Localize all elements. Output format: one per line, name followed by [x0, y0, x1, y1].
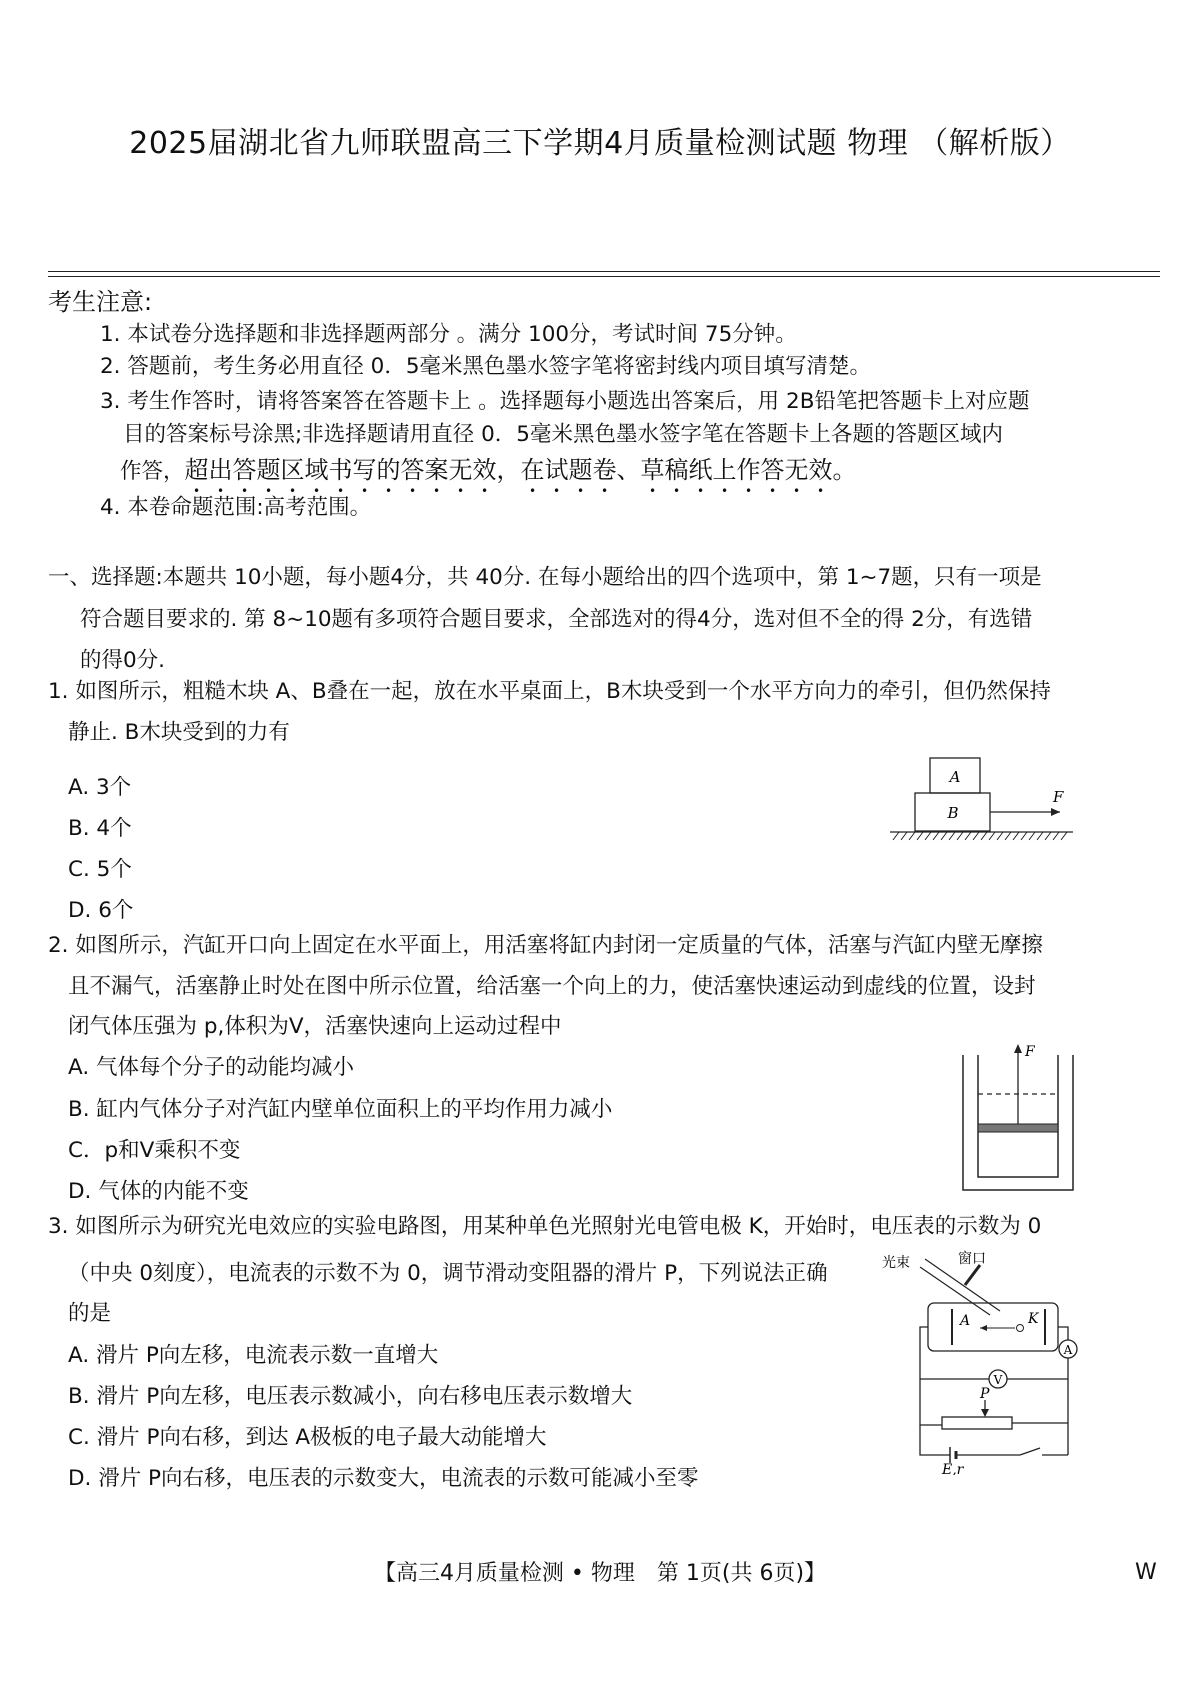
- ground-hatch: [893, 832, 1067, 840]
- anode-label: A: [960, 1313, 971, 1329]
- ammeter-label: A: [1063, 1343, 1073, 1357]
- question-2-line-1: 2. 如图所示，汽缸开口向上固定在水平面上，用活塞将缸内封闭一定质量的气体，活塞与汽缸内壁无摩擦: [48, 933, 1043, 958]
- question-1-option-c: C. 5个: [68, 857, 132, 882]
- voltmeter-label: V: [993, 1373, 1003, 1387]
- page-footer: 【高三4月质量检测 • 物理 第 1页(共 6页)】: [373, 1561, 827, 1586]
- window: [965, 1265, 980, 1285]
- question-3-option-a: A. 滑片 P向左移，电流表示数一直增大: [68, 1343, 439, 1368]
- question-3-option-b: B. 滑片 P向左移，电压表示数减小，向右移电压表示数增大: [68, 1384, 633, 1409]
- notice-item-3-plain: 作答，: [120, 459, 185, 484]
- rheostat: [942, 1417, 1012, 1429]
- force-label: F: [1053, 788, 1064, 806]
- force-arrowhead: [1051, 808, 1060, 816]
- notice-item-1: 1. 本试卷分选择题和非选择题两部分 。满分 100分，考试时间 75分钟。: [100, 322, 797, 347]
- question-2-line-3: 闭气体压强为 p,体积为V，活塞快速向上运动过程中: [68, 1014, 562, 1039]
- slider-label: P: [980, 1386, 990, 1402]
- header-rule-bottom: [48, 276, 1160, 277]
- switch: [1020, 1448, 1040, 1455]
- cathode-label: K: [1028, 1311, 1039, 1327]
- question-1-option-b: B. 4个: [68, 816, 132, 841]
- notice-item-3-emphasis: 超出答题区域书写的答案无效，在试题卷、草稿纸上作答无效。: [184, 456, 857, 484]
- notice-item-3-last: [120, 456, 857, 498]
- light-beam-label: 光束: [882, 1255, 910, 1271]
- page-mark: W: [1135, 1560, 1157, 1585]
- header-rule-top: [48, 271, 1160, 272]
- force-arrowhead: [1014, 1044, 1022, 1053]
- window-label: 窗口: [958, 1251, 986, 1267]
- question-2-option-d: D. 气体的内能不变: [68, 1179, 249, 1204]
- question-3-line-1: 3. 如图所示为研究光电效应的实验电路图，用某种单色光照射光电管电极 K，开始时，电压表的示数为 0: [48, 1214, 1042, 1239]
- question-3-option-c: C. 滑片 P向右移，到达 A极板的电子最大动能增大: [68, 1425, 547, 1450]
- battery-label: E,r: [942, 1462, 964, 1475]
- block-b-label: B: [947, 804, 959, 822]
- notice-item-3-cont: 目的答案标号涂黑;非选择题请用直径 0．5毫米黑色墨水签字笔在答题卡上各题的答题区域内: [123, 422, 1003, 447]
- electron-arrowhead: [980, 1325, 987, 1331]
- question-3-figure: [880, 1245, 1080, 1475]
- question-3-option-d: D. 滑片 P向右移，电压表的示数变大，电流表的示数可能减小至零: [68, 1466, 699, 1491]
- question-1-option-a: A. 3个: [68, 775, 132, 800]
- question-3-line-2: （中央 0刻度），电流表的示数不为 0，调节滑动变阻器的滑片 P，下列说法正确: [68, 1261, 828, 1286]
- question-1-figure: [885, 752, 1075, 852]
- question-2-line-2: 且不漏气，活塞静止时处在图中所示位置，给活塞一个向上的力，使活塞快速运动到虚线的位置，设封: [68, 974, 1036, 999]
- question-1-line-2: 静止. B木块受到的力有: [68, 720, 290, 745]
- question-2-figure: [955, 1040, 1080, 1200]
- notice-item-3: 3. 考生作答时，请将答案答在答题卡上 。选择题每小题选出答案后，用 2B铅笔把答题卡上对应题: [100, 389, 1030, 414]
- section-1-line-3: 的得0分.: [80, 648, 166, 673]
- section-1-line-2: 符合题目要求的. 第 8~10题有多项符合题目要求，全部选对的得4分，选对但不全的得 2分，有选错: [80, 607, 1033, 632]
- notice-item-4: 4. 本卷命题范围:高考范围。: [100, 495, 372, 520]
- question-1-line-1: 1. 如图所示，粗糙木块 A、B叠在一起，放在水平桌面上，B木块受到一个水平方向力的牵引，但仍然保持: [48, 679, 1051, 704]
- section-1-line-1: 一、选择题:本题共 10小题，每小题4分，共 40分. 在每小题给出的四个选项中，第 1~7题，只有一项是: [48, 565, 1042, 590]
- left-wire: [920, 1327, 942, 1425]
- question-2-option-c: C．p和V乘积不变: [68, 1138, 241, 1163]
- electron: [1017, 1325, 1024, 1332]
- slider-tip: [981, 1409, 989, 1417]
- question-3-line-3: 的是: [68, 1301, 112, 1326]
- question-2-option-a: A. 气体每个分子的动能均减小: [68, 1055, 354, 1080]
- document-title: 2025届湖北省九师联盟高三下学期4月质量检测试题 物理 （解析版）: [129, 126, 1071, 161]
- piston: [978, 1124, 1058, 1132]
- block-a-label: A: [949, 768, 961, 786]
- light-ray-1: [920, 1267, 990, 1315]
- notice-item-2: 2. 答题前，考生务必用直径 0．5毫米黑色墨水签字笔将密封线内项目填写清楚。: [100, 354, 872, 379]
- question-2-option-b: B. 缸内气体分子对汽缸内壁单位面积上的平均作用力减小: [68, 1097, 613, 1122]
- notice-heading: 考生注意:: [48, 288, 153, 316]
- question-1-option-d: D. 6个: [68, 898, 134, 923]
- force-label: F: [1025, 1044, 1035, 1060]
- photocell-tube: [928, 1303, 1058, 1351]
